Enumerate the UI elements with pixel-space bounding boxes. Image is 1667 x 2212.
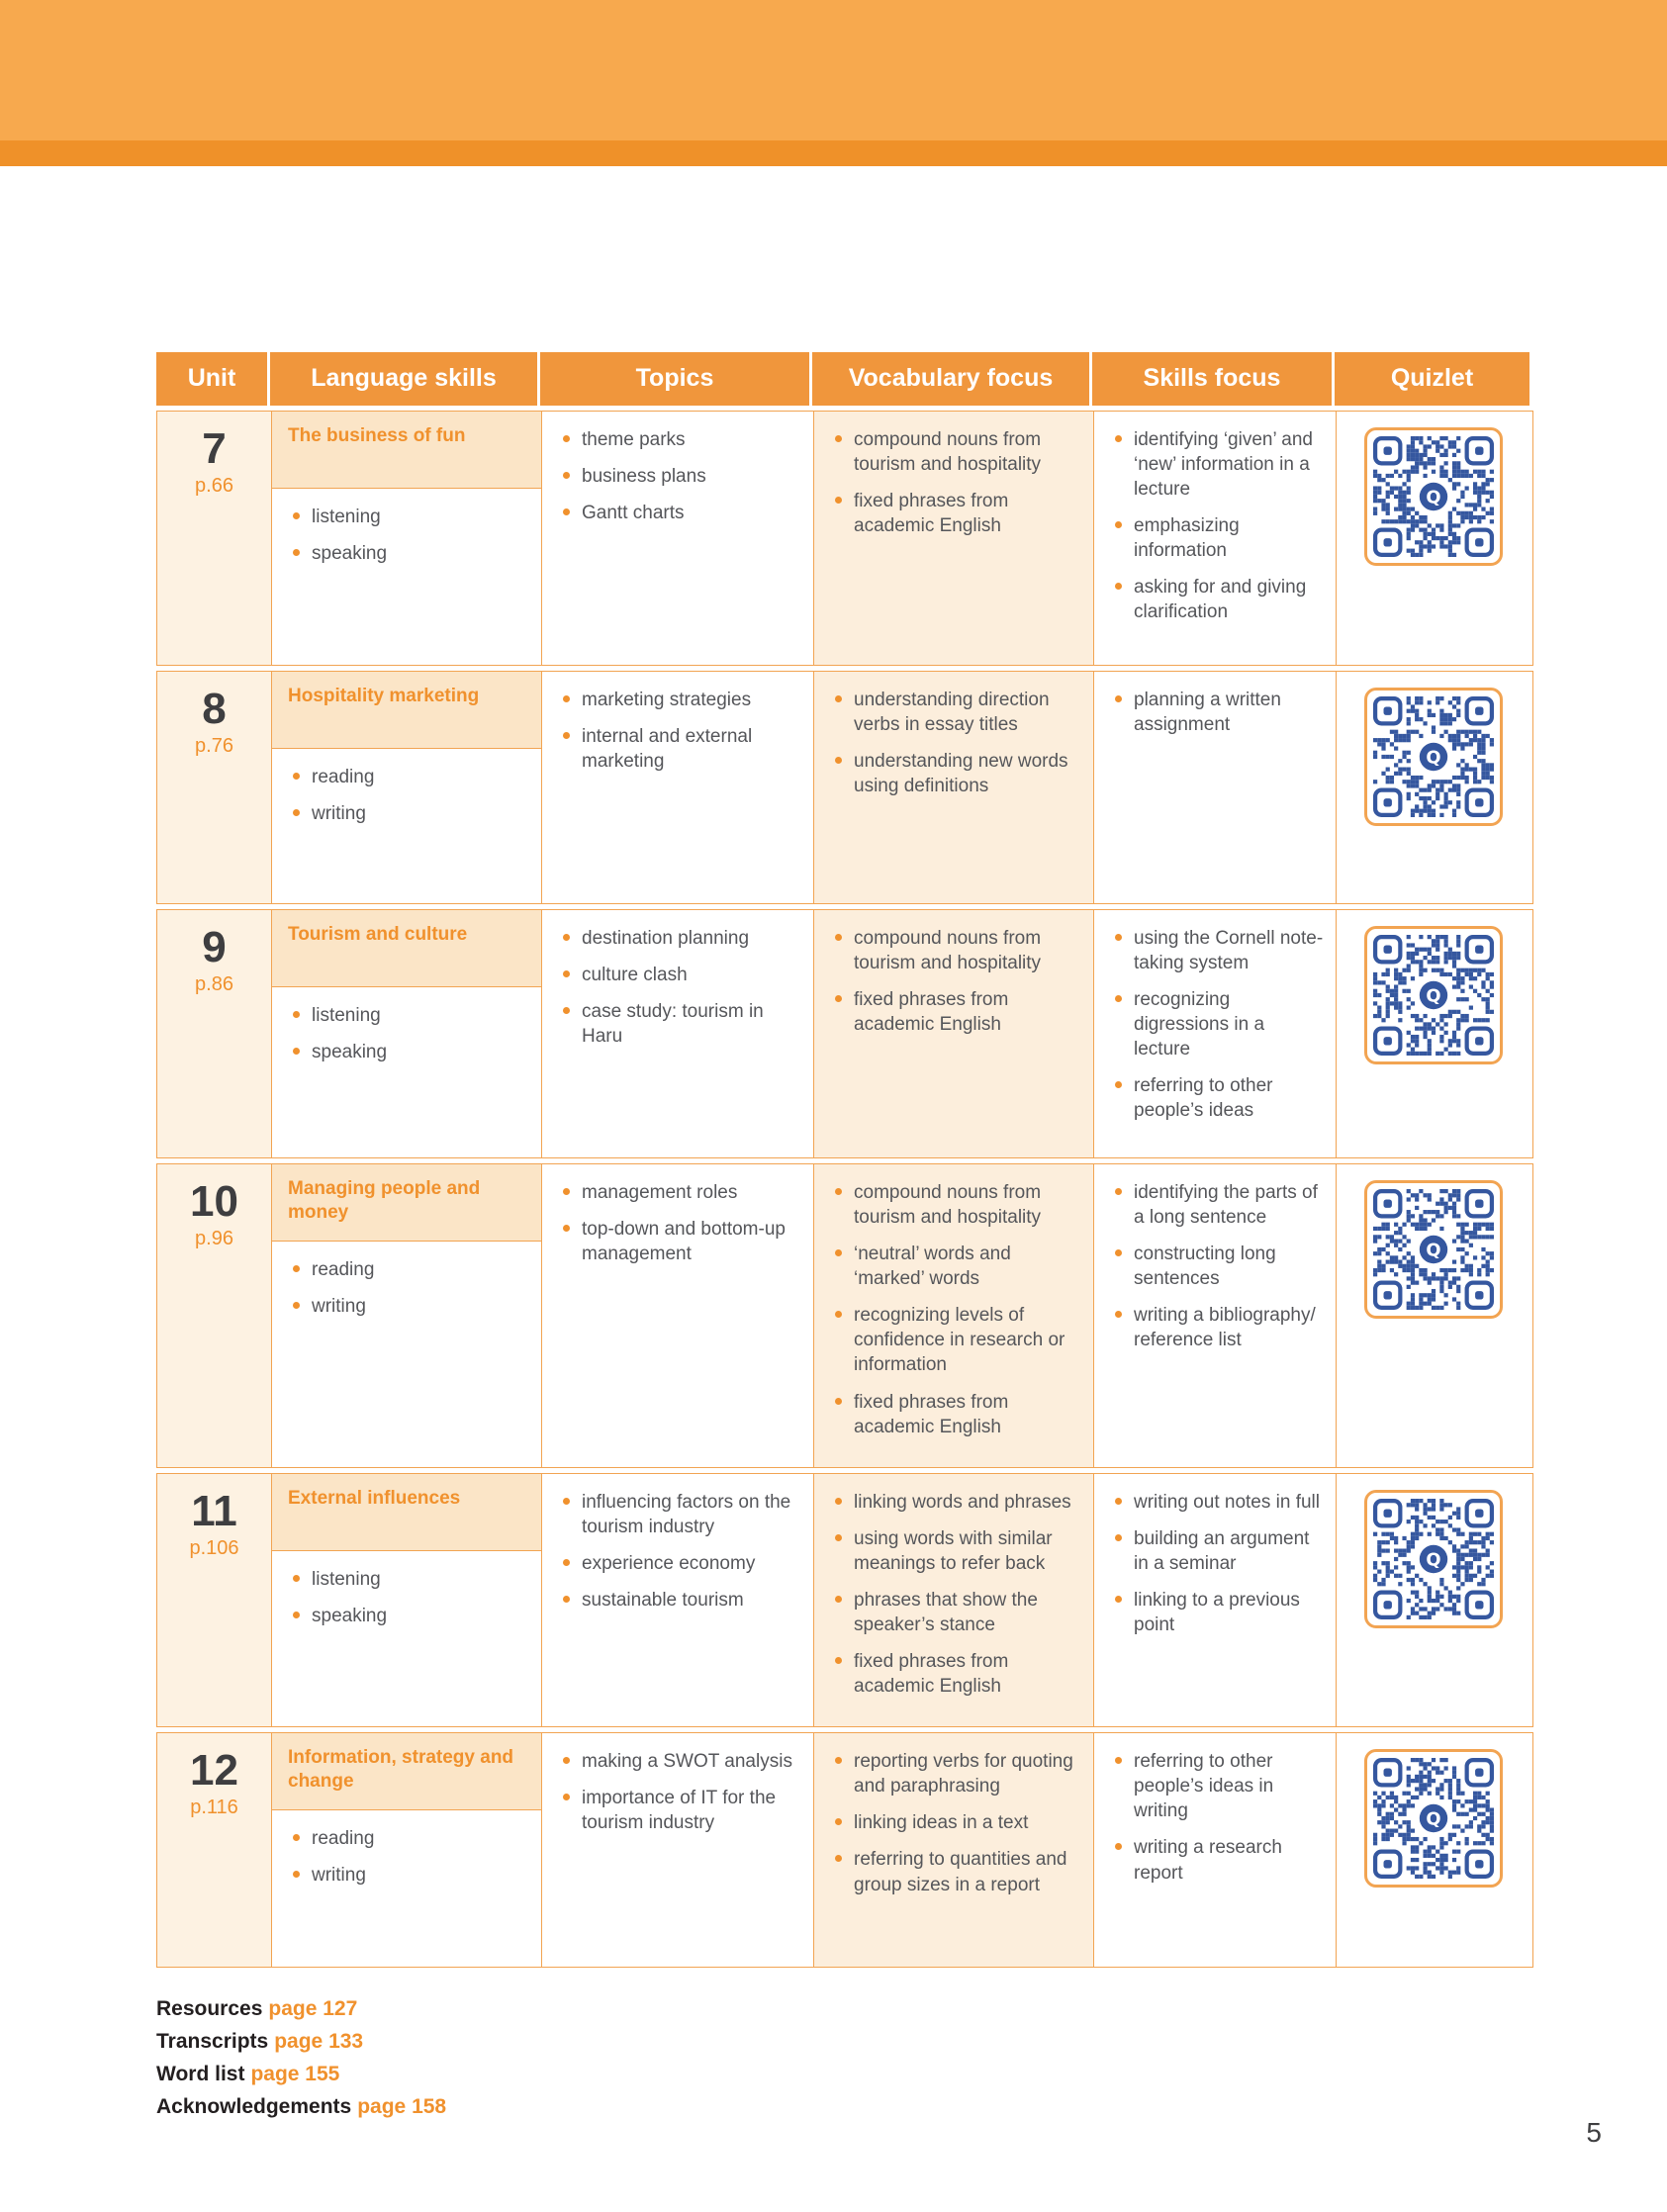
unit-row xyxy=(156,671,1533,904)
unit-number: 12 xyxy=(190,1746,238,1796)
language-skills-cell xyxy=(271,1474,541,1727)
bullet-item: using words with similar meanings to refer back xyxy=(830,1526,1081,1576)
topics-list xyxy=(542,1164,813,1294)
unit-row xyxy=(156,411,1533,666)
bullet-item: management roles xyxy=(558,1180,801,1205)
top-banner-stripe xyxy=(0,140,1667,166)
bullet-item: writing a research report xyxy=(1110,1835,1324,1885)
unit-page-ref: p.96 xyxy=(195,1228,233,1249)
bullet-item: building an argument in a seminar xyxy=(1110,1526,1324,1576)
vocabulary-focus-cell xyxy=(813,1733,1093,1967)
vocabulary-focus-cell xyxy=(813,412,1093,665)
top-banner xyxy=(0,0,1667,140)
vocabulary-focus-list xyxy=(814,1164,1093,1467)
topics-list xyxy=(542,910,813,1076)
language-skills-list xyxy=(272,749,541,854)
footer-link-page-ref: page 158 xyxy=(357,2095,447,2119)
topics-cell xyxy=(541,1733,813,1967)
unit-title: External influences xyxy=(272,1474,541,1551)
footer-link-page-ref: page 155 xyxy=(250,2063,340,2086)
svg-text:Q: Q xyxy=(1426,1808,1441,1830)
quizlet-qr-unit-9 xyxy=(1364,926,1503,1064)
language-skills-cell xyxy=(271,1733,541,1967)
bullet-item: linking ideas in a text xyxy=(830,1810,1081,1835)
unit-page-ref: p.66 xyxy=(195,475,233,497)
skills-focus-cell xyxy=(1093,1733,1336,1967)
bullet-item: writing a bibliography/ reference list xyxy=(1110,1303,1324,1352)
unit-cell xyxy=(157,672,271,903)
language-skills-list xyxy=(272,1242,541,1346)
unit-page-ref: p.116 xyxy=(190,1797,238,1819)
bullet-item: emphasizing information xyxy=(1110,513,1324,563)
bullet-item: asking for and giving clarification xyxy=(1110,575,1324,624)
bullet-item: reading xyxy=(288,1257,529,1282)
footer-link-page-ref: page 127 xyxy=(268,1997,358,2021)
bullet-item: understanding new words using definitions xyxy=(830,749,1081,798)
unit-cell xyxy=(157,412,271,665)
vocabulary-focus-list xyxy=(814,910,1093,1064)
bullet-item: phrases that show the speaker’s stance xyxy=(830,1588,1081,1637)
language-skills-cell xyxy=(271,672,541,903)
bullet-item: recognizing levels of confidence in research or information xyxy=(830,1303,1081,1377)
footer-link-label: Word list xyxy=(156,2063,245,2086)
topics-cell xyxy=(541,1164,813,1467)
footer-link-page-ref: page 133 xyxy=(274,2030,364,2054)
unit-title: Tourism and culture xyxy=(272,910,541,987)
bullet-item: case study: tourism in Haru xyxy=(558,999,801,1049)
language-skills-list xyxy=(272,987,541,1092)
column-header-unit: Unit xyxy=(156,352,270,406)
skills-focus-list xyxy=(1094,1733,1336,1912)
svg-text:Q: Q xyxy=(1426,487,1441,508)
bullet-item: linking words and phrases xyxy=(830,1490,1081,1515)
vocabulary-focus-list xyxy=(814,672,1093,826)
bullet-item: referring to other people’s ideas xyxy=(1110,1073,1324,1123)
language-skills-cell xyxy=(271,412,541,665)
column-header-vocabulary-focus: Vocabulary focus xyxy=(812,352,1092,406)
bullet-item: writing xyxy=(288,801,529,826)
bullet-item: importance of IT for the tourism industry xyxy=(558,1786,801,1835)
bullet-item: fixed phrases from academic English xyxy=(830,1390,1081,1439)
bullet-item: identifying the parts of a long sentence xyxy=(1110,1180,1324,1230)
column-header-skills-focus: Skills focus xyxy=(1092,352,1335,406)
quizlet-qr-unit-11 xyxy=(1364,1490,1503,1628)
unit-row xyxy=(156,1732,1533,1968)
unit-title: Managing people and money xyxy=(272,1164,541,1242)
bullet-item: fixed phrases from academic English xyxy=(830,987,1081,1037)
skills-focus-cell xyxy=(1093,672,1336,903)
contents-table xyxy=(156,352,1533,2128)
footer-link-acknowledgements xyxy=(156,2095,1533,2119)
language-skills-list xyxy=(272,1551,541,1656)
unit-cell xyxy=(157,1474,271,1727)
footer-links xyxy=(156,1997,1533,2119)
unit-title: The business of fun xyxy=(272,412,541,489)
bullet-item: compound nouns from tourism and hospitality xyxy=(830,1180,1081,1230)
unit-row xyxy=(156,1473,1533,1728)
svg-text:Q: Q xyxy=(1426,1549,1441,1571)
bullet-item: planning a written assignment xyxy=(1110,688,1324,737)
unit-title: Hospitality marketing xyxy=(272,672,541,749)
bullet-item: understanding direction verbs in essay titles xyxy=(830,688,1081,737)
bullet-item: internal and external marketing xyxy=(558,724,801,774)
bullet-item: destination planning xyxy=(558,926,801,951)
bullet-item: identifying ‘given’ and ‘new’ information in a lecture xyxy=(1110,427,1324,502)
footer-link-label: Acknowledgements xyxy=(156,2095,352,2119)
footer-link-label: Resources xyxy=(156,1997,263,2021)
vocabulary-focus-cell xyxy=(813,672,1093,903)
topics-cell xyxy=(541,412,813,665)
skills-focus-cell xyxy=(1093,412,1336,665)
quizlet-cell xyxy=(1336,910,1530,1157)
svg-text:Q: Q xyxy=(1426,985,1441,1007)
bullet-item: writing out notes in full xyxy=(1110,1490,1324,1515)
footer-link-label: Transcripts xyxy=(156,2030,269,2054)
bullet-item: reading xyxy=(288,1826,529,1851)
bullet-item: recognizing digressions in a lecture xyxy=(1110,987,1324,1061)
bullet-item: influencing factors on the tourism industry xyxy=(558,1490,801,1539)
vocabulary-focus-cell xyxy=(813,910,1093,1157)
bullet-item: reading xyxy=(288,765,529,789)
bullet-item: Gantt charts xyxy=(558,501,801,525)
topics-cell xyxy=(541,1474,813,1727)
language-skills-cell xyxy=(271,910,541,1157)
unit-title: Information, strategy and change xyxy=(272,1733,541,1810)
unit-cell xyxy=(157,1164,271,1467)
bullet-item: business plans xyxy=(558,464,801,489)
bullet-item: sustainable tourism xyxy=(558,1588,801,1613)
unit-row xyxy=(156,1163,1533,1468)
bullet-item: experience economy xyxy=(558,1551,801,1576)
unit-number: 8 xyxy=(202,685,227,733)
svg-text:Q: Q xyxy=(1426,1240,1441,1261)
skills-focus-list xyxy=(1094,1164,1336,1380)
bullet-item: making a SWOT analysis xyxy=(558,1749,801,1774)
table-body xyxy=(156,411,1533,1968)
bullet-item: linking to a previous point xyxy=(1110,1588,1324,1637)
footer-link-transcripts xyxy=(156,2030,1533,2054)
unit-cell xyxy=(157,1733,271,1967)
quizlet-cell xyxy=(1336,1164,1530,1467)
bullet-item: marketing strategies xyxy=(558,688,801,712)
bullet-item: culture clash xyxy=(558,963,801,987)
skills-focus-cell xyxy=(1093,1474,1336,1727)
bullet-item: listening xyxy=(288,505,529,529)
bullet-item: speaking xyxy=(288,541,529,566)
language-skills-list xyxy=(272,1810,541,1915)
language-skills-cell xyxy=(271,1164,541,1467)
footer-link-resources xyxy=(156,1997,1533,2021)
skills-focus-list xyxy=(1094,412,1336,653)
skills-focus-list xyxy=(1094,672,1336,765)
unit-page-ref: p.106 xyxy=(189,1536,239,1559)
bullet-item: speaking xyxy=(288,1604,529,1628)
bullet-item: constructing long sentences xyxy=(1110,1242,1324,1291)
bullet-item: fixed phrases from academic English xyxy=(830,1649,1081,1699)
topics-list xyxy=(542,1733,813,1863)
unit-page-ref: p.86 xyxy=(195,973,233,995)
unit-cell xyxy=(157,910,271,1157)
unit-number: 11 xyxy=(191,1486,237,1535)
vocabulary-focus-cell xyxy=(813,1164,1093,1467)
topics-list xyxy=(542,672,813,801)
quizlet-qr-unit-12 xyxy=(1364,1749,1503,1888)
column-header-quizlet: Quizlet xyxy=(1335,352,1529,406)
bullet-item: theme parks xyxy=(558,427,801,452)
language-skills-list xyxy=(272,489,541,594)
vocabulary-focus-list xyxy=(814,1733,1093,1924)
skills-focus-cell xyxy=(1093,910,1336,1157)
unit-number: 7 xyxy=(202,424,227,473)
vocabulary-focus-cell xyxy=(813,1474,1093,1727)
column-header-topics: Topics xyxy=(540,352,812,406)
quizlet-qr-unit-7 xyxy=(1364,427,1503,566)
quizlet-qr-unit-8 xyxy=(1364,688,1503,826)
quizlet-cell xyxy=(1336,412,1530,665)
topics-cell xyxy=(541,672,813,903)
quizlet-cell xyxy=(1336,1474,1530,1727)
bullet-item: using the Cornell note-taking system xyxy=(1110,926,1324,975)
bullet-item: speaking xyxy=(288,1040,529,1064)
bullet-item: reporting verbs for quoting and paraphrasing xyxy=(830,1749,1081,1798)
unit-page-ref: p.76 xyxy=(195,735,233,757)
table-header-row xyxy=(156,352,1533,406)
bullet-item: referring to quantities and group sizes in a report xyxy=(830,1847,1081,1896)
skills-focus-cell xyxy=(1093,1164,1336,1467)
svg-text:Q: Q xyxy=(1426,747,1441,769)
bullet-item: referring to other people’s ideas in writing xyxy=(1110,1749,1324,1823)
quizlet-cell xyxy=(1336,672,1530,903)
topics-cell xyxy=(541,910,813,1157)
bullet-item: writing xyxy=(288,1863,529,1888)
unit-number: 9 xyxy=(202,923,227,971)
bullet-item: writing xyxy=(288,1294,529,1319)
footer-link-word-list xyxy=(156,2063,1533,2086)
vocabulary-focus-list xyxy=(814,1474,1093,1727)
bullet-item: compound nouns from tourism and hospitality xyxy=(830,427,1081,477)
column-header-language-skills: Language skills xyxy=(270,352,540,406)
unit-row xyxy=(156,909,1533,1158)
topics-list xyxy=(542,412,813,553)
skills-focus-list xyxy=(1094,1474,1336,1665)
unit-number: 10 xyxy=(190,1177,238,1226)
skills-focus-list xyxy=(1094,910,1336,1152)
quizlet-qr-unit-10 xyxy=(1364,1180,1503,1319)
topics-list xyxy=(542,1474,813,1640)
bullet-item: top-down and bottom-up management xyxy=(558,1217,801,1266)
quizlet-cell xyxy=(1336,1733,1530,1967)
bullet-item: compound nouns from tourism and hospitality xyxy=(830,926,1081,975)
bullet-item: fixed phrases from academic English xyxy=(830,489,1081,538)
page-number: 5 xyxy=(1586,2117,1602,2148)
vocabulary-focus-list xyxy=(814,412,1093,566)
bullet-item: ‘neutral’ words and ‘marked’ words xyxy=(830,1242,1081,1291)
bullet-item: listening xyxy=(288,1003,529,1028)
bullet-item: listening xyxy=(288,1567,529,1592)
